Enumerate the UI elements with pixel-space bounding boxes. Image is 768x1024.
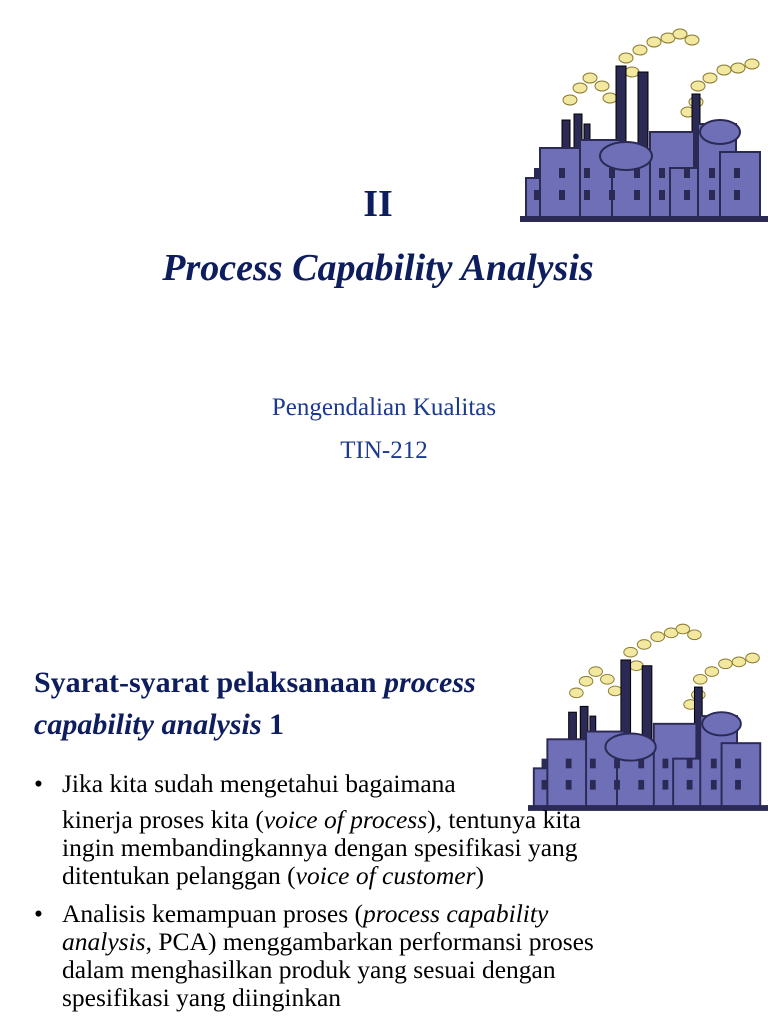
factory-window (687, 759, 693, 769)
smoke-puff (647, 37, 661, 47)
smoke-puff (703, 73, 717, 83)
smoke-puff (731, 63, 745, 73)
smoke-puff (583, 73, 597, 83)
bullet-icon: • (34, 769, 43, 798)
course-name: Pengendalian Kualitas (271, 394, 497, 421)
slide-2-title: Syarat-syarat pelaksanaan process capability analysis 1 (34, 666, 476, 741)
factory-window (542, 759, 548, 769)
factory-window (614, 759, 620, 769)
factory-window (659, 168, 665, 178)
bullet-icon: • (34, 899, 43, 928)
smoke-puff (719, 659, 733, 669)
factory-window (734, 168, 740, 178)
factory-window (735, 759, 741, 769)
smoke-puff (595, 81, 609, 91)
factory-window (735, 780, 741, 790)
factory-window (584, 168, 590, 178)
factory-dome (700, 120, 740, 144)
factory-window (609, 168, 615, 178)
factory-window (711, 759, 717, 769)
smoke-puff (633, 45, 647, 55)
slide-title: Process Capability Analysis (162, 247, 594, 289)
factory-dome (605, 733, 655, 760)
smoke-puff (624, 647, 638, 657)
factory-window (709, 168, 715, 178)
factory-window (590, 759, 596, 769)
smoke-puff (651, 632, 665, 642)
smoke-puff (589, 667, 603, 677)
smoke-puff (563, 95, 577, 105)
factory-window (634, 168, 640, 178)
smoke-puff (717, 65, 731, 75)
smoke-puff (601, 674, 615, 684)
smoke-puff (676, 624, 690, 634)
smoke-puff (693, 674, 707, 684)
factory-dome (600, 142, 652, 170)
smoke-puff (570, 688, 584, 698)
bullet-text: Analisis kemampuan proses (process capability analysis, PCA) menggambarkan performansi proses dalam menghasilkan produk yang sesuai dengan spesifikasi yang diinginkan (62, 899, 594, 1012)
smoke-puff (746, 653, 760, 663)
smoke-puff (745, 59, 759, 69)
smoke-puff (619, 53, 633, 63)
factory-window (663, 759, 669, 769)
smoke-puff (573, 83, 587, 93)
smoke-puff (732, 657, 746, 667)
bullet-text: Jika kita sudah mengetahui bagaimana kinerja proses kita (voice of process), tentunya kita ingin membandingkannya dengan spesifikasi yang ditentukan pelanggan (voice of customer) (62, 769, 581, 890)
smoke-puff (603, 93, 617, 103)
course-code: TIN-212 (340, 437, 428, 464)
smoke-puff (625, 67, 639, 77)
smoke-puff (637, 640, 651, 650)
factory-building (722, 743, 761, 807)
smoke-puff (685, 35, 699, 45)
slide-number: II (363, 183, 393, 225)
smoke-puff (608, 686, 622, 696)
factory-window (559, 168, 565, 178)
factory-window (684, 168, 690, 178)
smoke-puff (691, 81, 705, 91)
factory-window (566, 759, 572, 769)
smoke-puff (630, 661, 644, 671)
factory-window (638, 759, 644, 769)
smoke-puff (673, 29, 687, 39)
smoke-puff (705, 667, 719, 677)
smoke-puff (688, 630, 702, 640)
factory-dome (702, 712, 741, 735)
slide-1 (0, 0, 768, 510)
smoke-puff (579, 676, 593, 686)
factory-window (534, 168, 540, 178)
